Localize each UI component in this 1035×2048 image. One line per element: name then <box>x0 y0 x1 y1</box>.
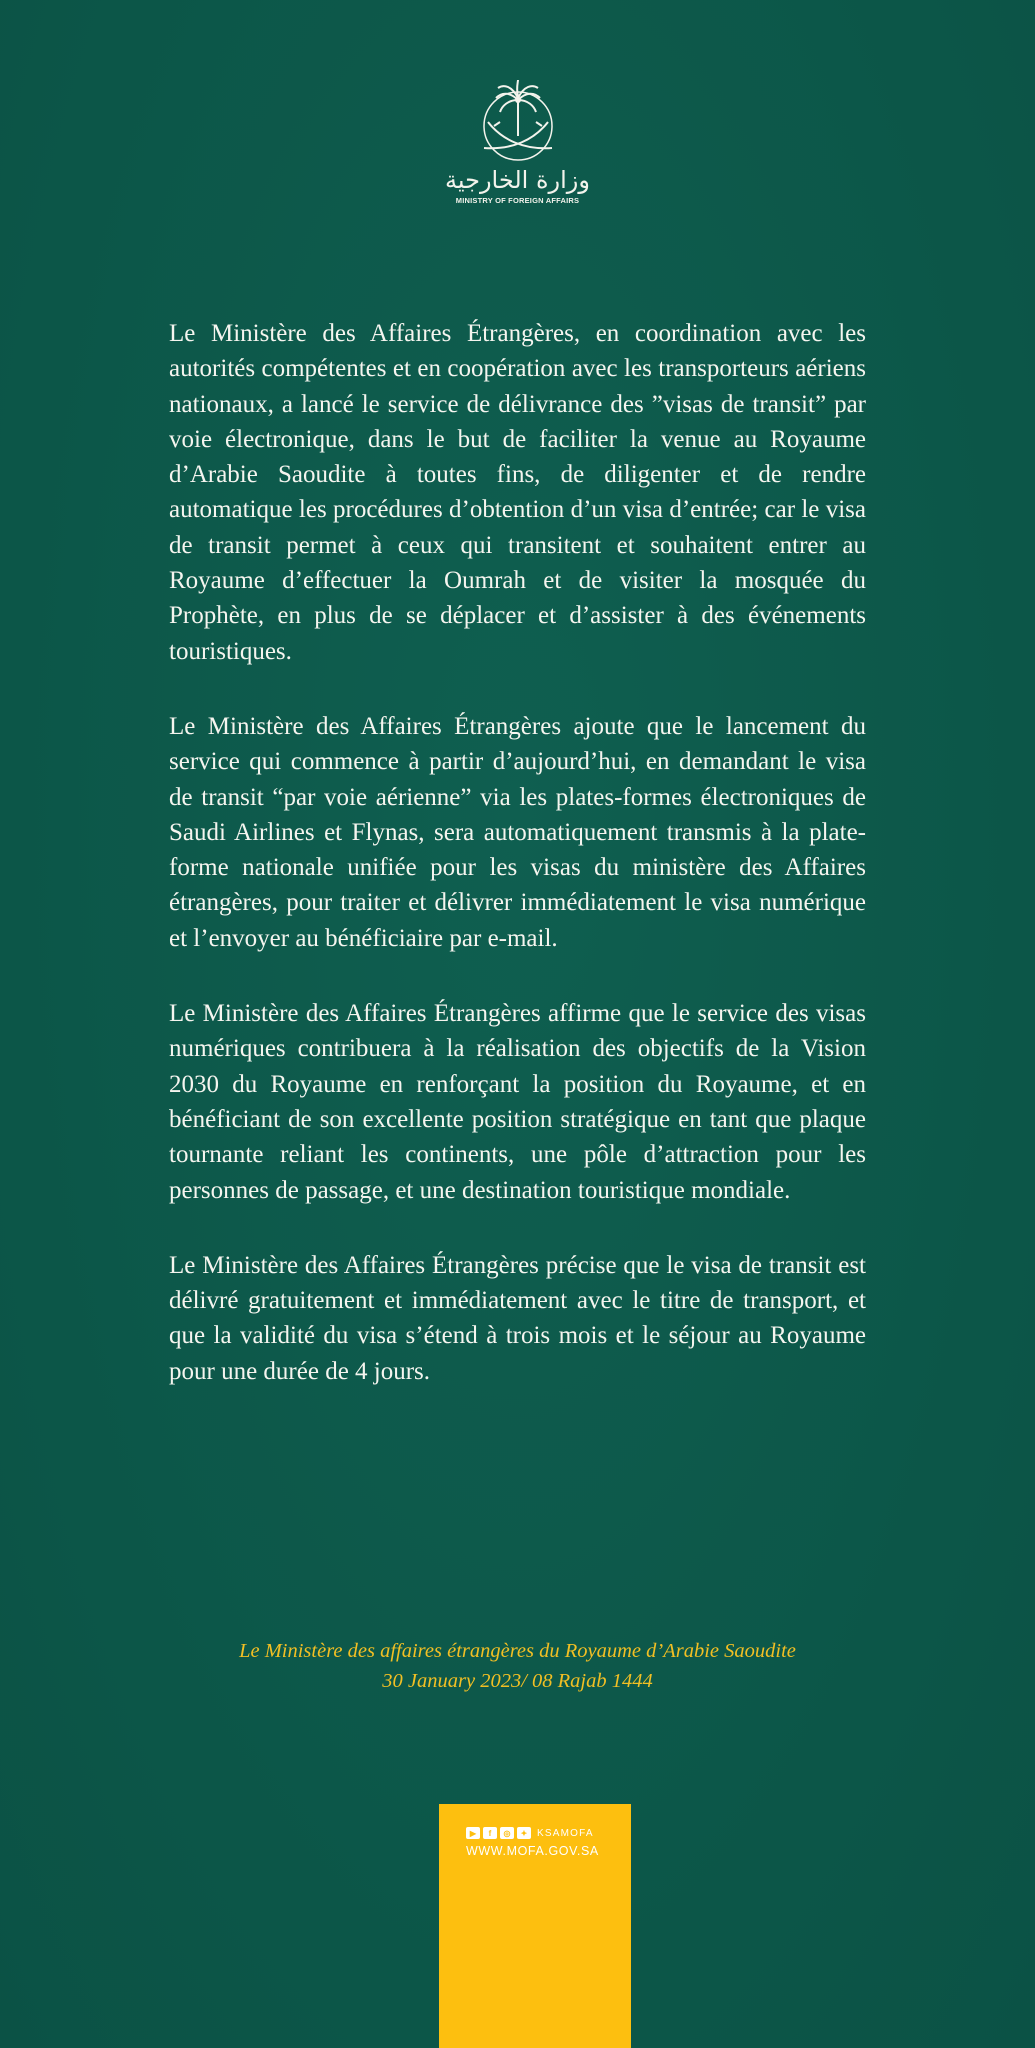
paragraph-3: Le Ministère des Affaires Étrangères affirme que le service des visas numériques contribuera à la réalisation des objectifs de la Vision 2030 du Royaume en renforçant la position du Royaume, et en bénéficiant de son excellente position stratégique en tant que plaque tournante reliant les continents, une pôle d’attraction pour les personnes de passage, et une destination touristique mondiale. <box>169 1000 866 1204</box>
signature <box>0 1636 1035 1696</box>
youtube-icon[interactable]: ▶ <box>466 1827 480 1839</box>
ministry-logo <box>0 78 1035 205</box>
paragraph-4: Le Ministère des Affaires Étrangères précise que le visa de transit est délivré gratuitement et immédiatement avec le titre de transport, et que la validité du visa s’étend à trois mois et le séjour au Royaume pour une durée de 4 jours. <box>169 1251 866 1385</box>
twitter-icon[interactable]: ✦ <box>517 1827 531 1839</box>
social-row <box>466 1825 599 1841</box>
footer-contact-box <box>439 1804 631 2048</box>
facebook-icon[interactable]: f <box>483 1827 497 1839</box>
saudi-emblem-icon <box>472 78 564 162</box>
signature-line-date: 30 January 2023/ 08 Rajab 1444 <box>382 1670 653 1692</box>
ministry-english-name: MINISTRY OF FOREIGN AFFAIRS <box>455 196 580 205</box>
paragraph-2: Le Ministère des Affaires Étrangères ajoute que le lancement du service qui commence à partir d’aujourd’hui, en demandant le visa de transit “par voie aérienne” via les plates-formes électroniques de Saudi Airlines et Flynas, sera automatiquement transmis à la plate-forme nationale unifiée pour les visas du ministère des Affaires étrangères, pour traiter et délivrer immédiatement le visa numérique et l’envoyer au bénéficiaire par e-mail. <box>169 712 866 952</box>
ministry-arabic-name: وزارة الخارجية <box>445 166 590 194</box>
social-handle[interactable]: KSAMOFA <box>537 1827 594 1839</box>
website-link[interactable]: WWW.MOFA.GOV.SA <box>466 1844 599 1858</box>
paragraph-1: Le Ministère des Affaires Étrangères, en coordination avec les autorités compétentes et en coopération avec les transporteurs aériens nationaux, a lancé le service de délivrance des ”visas de transit” par voie électronique, dans le but de faciliter la venue au Royaume d’Arabie Saoudite à toutes fins, de diligenter et de rendre automatique les procédures d’obtention d’un visa d’entrée; car le visa de transit permet à ceux qui transitent et souhaitent entrer au Royaume d’effectuer la Oumrah et de visiter la mosquée du Prophète, en plus de se déplacer et d’assister à des événements touristiques. <box>169 320 866 665</box>
signature-line-ministry: Le Ministère des affaires étrangères du Royaume d’Arabie Saoudite <box>239 1640 796 1662</box>
instagram-icon[interactable]: ◎ <box>500 1827 514 1839</box>
press-release-body <box>169 316 866 1429</box>
